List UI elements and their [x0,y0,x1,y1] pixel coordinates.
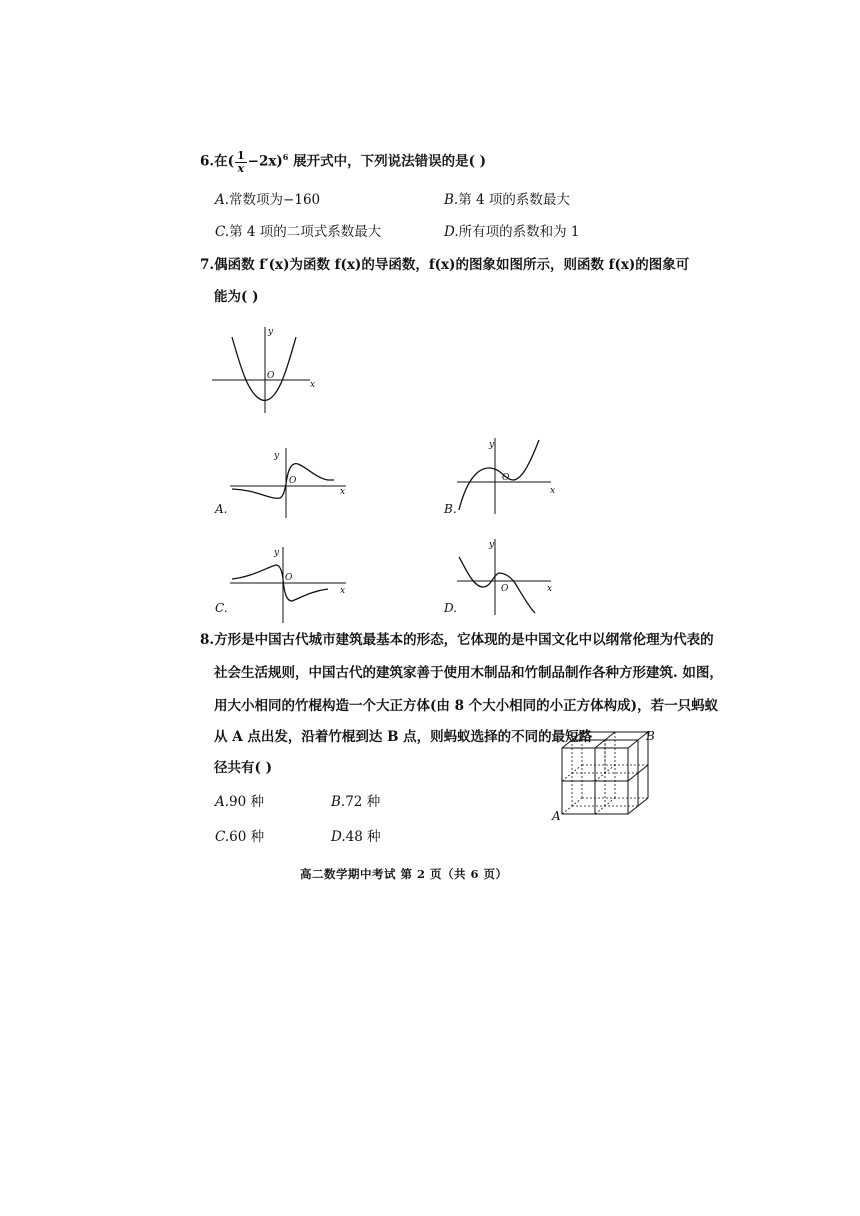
q8-stem-line4: 从 A 点出发，沿着竹棍到达 B 点，则蚂蚁选择的不同的最短路 [214,729,593,745]
q7-stem-line2: 能为( ) [214,289,259,305]
q6-option-b-text: 第 4 项的系数最大 [458,192,570,208]
q8-option-a-letter: A. [215,794,230,810]
q7-main-graph [210,325,320,415]
q7-option-c-letter: C. [215,601,228,615]
q6-option-a-text: 常数项为−160 [229,192,321,208]
q8-option-a-text: 90 种 [229,794,265,810]
q8-option-b-letter: B. [331,794,346,810]
q7-stem-line1: 7.偶函数 f′(x)为函数 f(x)的导函数，f(x)的图象如图所示，则函数 f(x)的图象可 [200,257,690,273]
q6-suffix: 展开式中，下列说法错误的是( ) [288,153,487,170]
q8-option-d-text: 48 种 [345,829,381,845]
q6-option-c-letter: C. [215,224,230,240]
q6-option-b [444,194,570,208]
q8-point-b-label: B [646,729,655,743]
q7-option-a-graph [228,440,348,520]
q8-option-d-letter: D. [331,829,346,845]
q8-option-c [215,831,264,845]
q7-main-y-label: y [268,327,274,337]
page-footer: 高二数学期中考试 第 2 页（共 6 页） [300,867,508,881]
q6-frac-den: x [237,161,245,175]
q8-option-b [331,796,380,810]
q8-stem-line3: 用大小相同的竹棍构造一个大正方体(由 8 个大小相同的小正方体构成)，若一只蚂蚁 [214,698,719,714]
q7-a-x-label: x [340,487,346,497]
q6-option-d-letter: D. [444,224,459,240]
q7-b-y-label: y [489,440,495,450]
q7-c-y-label: y [274,548,280,558]
q6-prefix: 在( [214,153,234,170]
q7-b-x-label: x [550,486,556,496]
q6-fraction [235,150,247,174]
q7-main-x-label: x [310,380,316,390]
q6-exponent: 6 [282,152,289,163]
q6-frac-num: 1 [236,149,245,162]
q7-c-x-label: x [340,586,346,596]
q7-option-d-letter: D. [444,601,458,615]
q6-option-c-text: 第 4 项的二项式系数最大 [229,224,382,240]
q7-a-y-label: y [274,451,280,461]
q8-option-c-text: 60 种 [229,829,265,845]
q6-option-b-letter: B. [444,192,459,208]
q7-b-origin-label: O [502,473,510,483]
q6-stem [200,150,486,174]
q6-option-c [215,226,381,240]
q8-option-a [215,796,264,810]
q7-option-d-graph [455,537,565,617]
q7-option-c-graph [228,545,353,625]
q7-c-origin-label: O [285,573,293,583]
q6-expr-tail: −2x) [247,153,283,170]
q6-number: 6. [200,153,215,170]
q7-a-origin-label: O [289,476,297,486]
q7-option-b-graph [455,436,565,516]
q6-option-d [444,226,580,240]
q8-point-a-label: A [552,809,561,823]
q8-stem-line2: 社会生活规则，中国古代的建筑家善于使用木制品和竹制品制作各种方形建筑. 如图， [214,665,723,681]
q7-d-x-label: x [547,584,553,594]
q7-option-a-letter: A. [215,502,228,516]
q6-option-d-text: 所有项的系数和为 1 [458,224,580,240]
q7-option-b-letter: B. [444,502,457,516]
q7-d-origin-label: O [501,584,509,594]
q8-stem-line5: 径共有( ) [214,760,272,776]
q8-option-d [331,831,381,845]
q8-option-c-letter: C. [215,829,230,845]
q8-cube-diagram [548,728,658,823]
q8-stem-line1: 8.方形是中国古代城市建筑最基本的形态，它体现的是中国文化中以纲常伦理为代表的 [200,632,714,648]
q6-option-a [215,194,320,208]
q7-main-origin-label: O [267,371,275,381]
q7-d-y-label: y [489,540,495,550]
q8-option-b-text: 72 种 [345,794,381,810]
q6-option-a-letter: A. [215,192,230,208]
